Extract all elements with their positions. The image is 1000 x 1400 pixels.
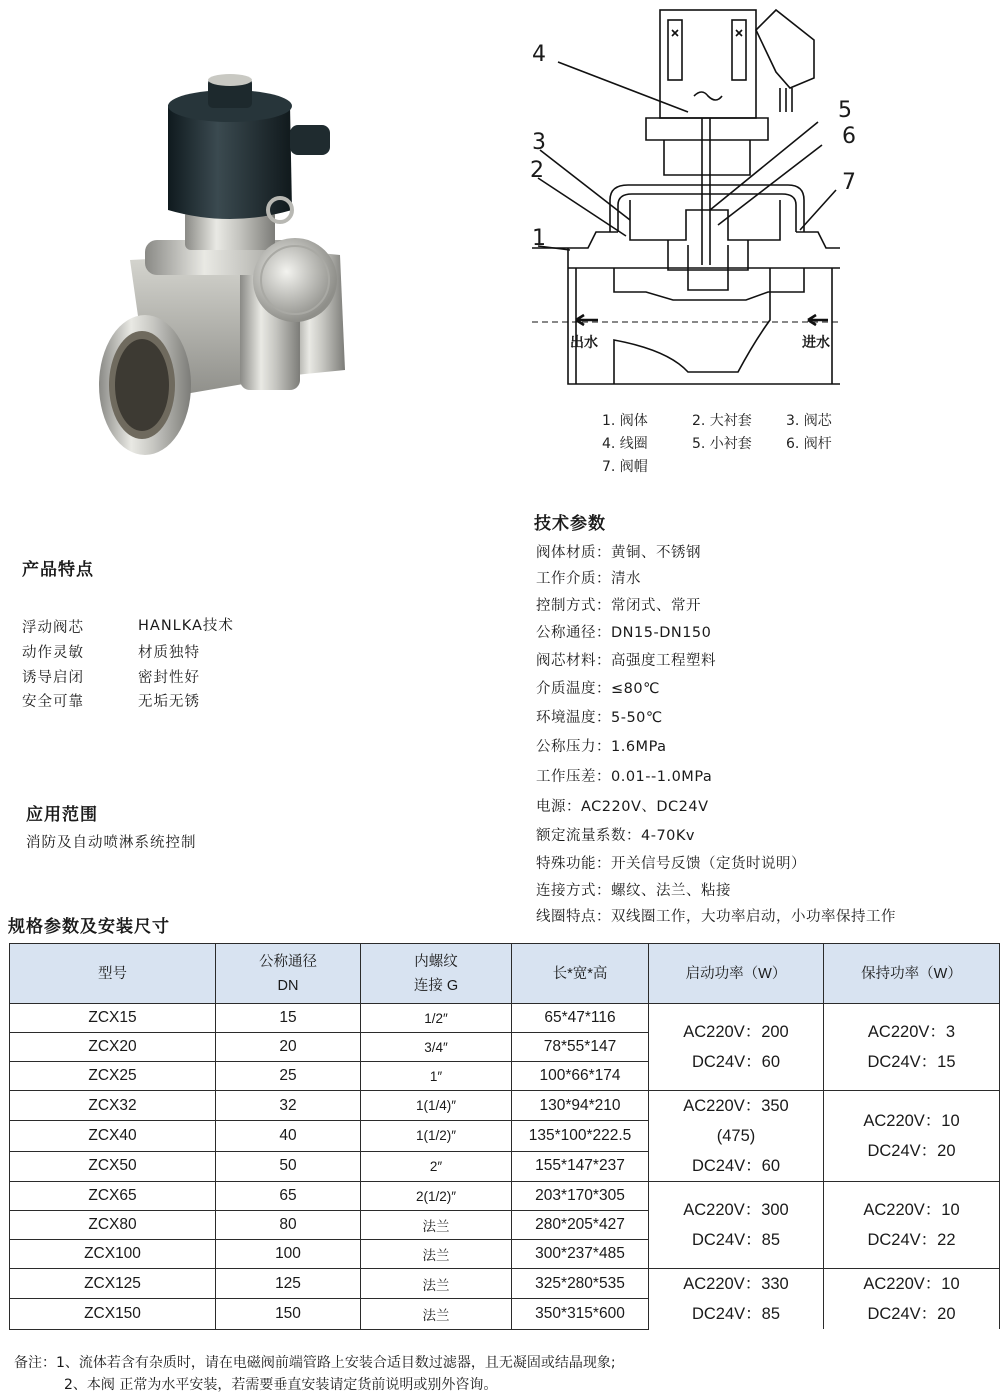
tech-param: 控制方式：常闭式、常开: [536, 598, 701, 614]
power-line: AC220V：330: [683, 1275, 789, 1293]
col-header-size: 长*宽*高: [512, 944, 649, 1004]
tech-param: 阀芯材料：高强度工程塑料: [536, 653, 716, 669]
callout-2: 2: [530, 158, 544, 183]
power-line: DC24V：15: [867, 1053, 956, 1071]
cell-size: 65*47*116: [512, 1004, 649, 1033]
flow-out-label: 出水: [570, 335, 598, 351]
table-row: [10, 1004, 1000, 1033]
cell-thread: 1(1/4)″: [361, 1091, 512, 1121]
cell-size: 300*237*485: [512, 1240, 649, 1269]
cell-dn: 15: [216, 1004, 361, 1033]
feature-item: 安全可靠: [22, 694, 84, 710]
tech-param: 阀体材质：黄铜、不锈钢: [536, 545, 701, 561]
col-header-hold-power: 保持功率（W）: [824, 944, 1000, 1004]
tech-param: 工作介质：清水: [536, 571, 641, 587]
cell-dn: 25: [216, 1062, 361, 1091]
cell-thread: 2(1/2)″: [361, 1182, 512, 1211]
note-line-2: 2、本阀 正常为水平安装，若需要垂直安装请定货前说明或别外咨询。: [64, 1377, 498, 1393]
legend-item: 7. 阀帽: [602, 459, 648, 475]
legend-item: 1. 阀体: [602, 413, 648, 429]
feature-item: 密封性好: [138, 670, 200, 686]
power-line: DC24V：85: [691, 1305, 781, 1323]
cell-start-power: [649, 1269, 824, 1330]
cell-thread: 法兰: [361, 1299, 512, 1329]
cell-hold-power: [824, 1182, 1000, 1269]
cell-thread: 1/2″: [361, 1004, 512, 1033]
power-line: DC24V：20: [867, 1142, 956, 1160]
cell-thread: 法兰: [361, 1269, 512, 1299]
legend-item: 6. 阀杆: [786, 436, 832, 452]
feature-item: 诱导启闭: [22, 670, 84, 686]
cell-hold-power: [824, 1091, 1000, 1182]
power-line: DC24V：60: [691, 1157, 781, 1175]
cell-dn: 125: [216, 1269, 361, 1299]
power-line: DC24V：20: [867, 1305, 956, 1323]
power-line: AC220V：200: [683, 1023, 789, 1041]
cell-size: 203*170*305: [512, 1182, 649, 1211]
tech-param: 线圈特点：双线圈工作，大功率启动，小功率保持工作: [536, 909, 896, 925]
power-line: AC220V：10: [863, 1201, 960, 1219]
cell-dn: 100: [216, 1240, 361, 1269]
solenoid-valve-photo: [90, 70, 370, 470]
cell-dn: 20: [216, 1033, 361, 1062]
cell-model: ZCX80: [10, 1211, 216, 1240]
callout-1: 1: [532, 226, 546, 251]
tech-param: 环境温度：5-50℃: [536, 710, 663, 726]
col-header-start-power: 启动功率（W）: [649, 944, 824, 1004]
cell-dn: 32: [216, 1091, 361, 1121]
tech-param: 连接方式：螺纹、法兰、粘接: [536, 883, 731, 899]
cell-dn: 40: [216, 1121, 361, 1151]
cell-dn: 65: [216, 1182, 361, 1211]
cell-dn: 150: [216, 1299, 361, 1329]
feature-item: 材质独特: [138, 645, 200, 661]
power-line: AC220V：3: [867, 1023, 956, 1041]
cell-dn: 80: [216, 1211, 361, 1240]
cell-model: ZCX65: [10, 1182, 216, 1211]
note-line-1: 备注：1、流体若含有杂质时，请在电磁阀前端管路上安装合适目数过滤器，且无凝固或结晶现象;: [14, 1355, 616, 1371]
power-line: AC220V：10: [863, 1112, 960, 1130]
tech-param: 公称通径：DN15-DN150: [536, 625, 712, 641]
table-row: [10, 1182, 1000, 1211]
cell-model: ZCX25: [10, 1062, 216, 1091]
cell-size: 325*280*535: [512, 1269, 649, 1299]
cell-dn: 50: [216, 1151, 361, 1181]
power-line: AC220V：10: [863, 1275, 960, 1293]
cell-size: 350*315*600: [512, 1299, 649, 1329]
tech-param: 公称压力：1.6MPa: [536, 739, 667, 755]
cell-model: ZCX50: [10, 1151, 216, 1181]
power-line: AC220V：350: [683, 1097, 789, 1115]
cell-size: 280*205*427: [512, 1211, 649, 1240]
cell-model: ZCX100: [10, 1240, 216, 1269]
feature-item: 动作灵敏: [22, 645, 84, 661]
cell-model: ZCX20: [10, 1033, 216, 1062]
cell-hold-power: [824, 1004, 1000, 1091]
cell-model: ZCX40: [10, 1121, 216, 1151]
cell-size: 155*147*237: [512, 1151, 649, 1181]
cell-thread: 3/4″: [361, 1033, 512, 1062]
feature-item: HANLKA技术: [138, 618, 234, 634]
legend-item: 4. 线圈: [602, 436, 648, 452]
tech-param: 特殊功能：开关信号反馈（定货时说明）: [536, 856, 806, 872]
table-row: [10, 1269, 1000, 1299]
cell-model: ZCX32: [10, 1091, 216, 1121]
tech-param: 介质温度：≤80℃: [536, 681, 660, 697]
cell-model: ZCX15: [10, 1004, 216, 1033]
power-line: DC24V：85: [691, 1231, 781, 1249]
cell-start-power: [649, 1091, 824, 1182]
cell-size: 135*100*222.5: [512, 1121, 649, 1151]
valve-section-diagram: [518, 0, 848, 400]
power-line: AC220V：300: [683, 1201, 789, 1219]
tech-param: 额定流量系数：4-70Kv: [536, 828, 695, 844]
cell-size: 100*66*174: [512, 1062, 649, 1091]
power-line: (475): [716, 1127, 756, 1145]
callout-4: 4: [532, 42, 546, 67]
callout-5: 5: [838, 98, 852, 123]
features-title: 产品特点: [22, 560, 94, 580]
tech-title: 技术参数: [534, 514, 606, 534]
legend-item: 2. 大衬套: [692, 413, 752, 429]
cell-thread: 1″: [361, 1062, 512, 1091]
cell-model: ZCX125: [10, 1269, 216, 1299]
power-line: DC24V：22: [867, 1231, 956, 1249]
legend-item: 3. 阀芯: [786, 413, 832, 429]
cell-model: ZCX150: [10, 1299, 216, 1329]
col-header-dn: 公称通径 DN: [216, 944, 361, 1004]
callout-7: 7: [842, 170, 856, 195]
application-title: 应用范围: [26, 805, 98, 825]
cell-thread: 法兰: [361, 1211, 512, 1240]
col-header-thread: 内螺纹 连接 G: [361, 944, 512, 1004]
cell-hold-power: [824, 1269, 1000, 1330]
tech-param: 工作压差：0.01--1.0MPa: [536, 769, 713, 785]
power-line: DC24V：60: [691, 1053, 781, 1071]
callout-6: 6: [842, 124, 856, 149]
cell-thread: 2″: [361, 1151, 512, 1181]
cell-start-power: [649, 1004, 824, 1091]
legend-item: 5. 小衬套: [692, 436, 752, 452]
cell-thread: 法兰: [361, 1240, 512, 1269]
col-header-model: 型号: [10, 944, 216, 1004]
callout-3: 3: [532, 130, 546, 155]
spec-table-title: 规格参数及安装尺寸: [8, 917, 170, 937]
cell-start-power: [649, 1182, 824, 1269]
feature-item: 无垢无锈: [138, 694, 200, 710]
application-text: 消防及自动喷淋系统控制: [26, 835, 197, 851]
cell-size: 130*94*210: [512, 1091, 649, 1121]
cell-size: 78*55*147: [512, 1033, 649, 1062]
spec-table: [9, 943, 1000, 1330]
flow-in-label: 进水: [802, 335, 830, 351]
table-row: [10, 1091, 1000, 1121]
cell-thread: 1(1/2)″: [361, 1121, 512, 1151]
tech-param: 电源：AC220V、DC24V: [536, 799, 709, 815]
feature-item: 浮动阀芯: [22, 620, 84, 636]
